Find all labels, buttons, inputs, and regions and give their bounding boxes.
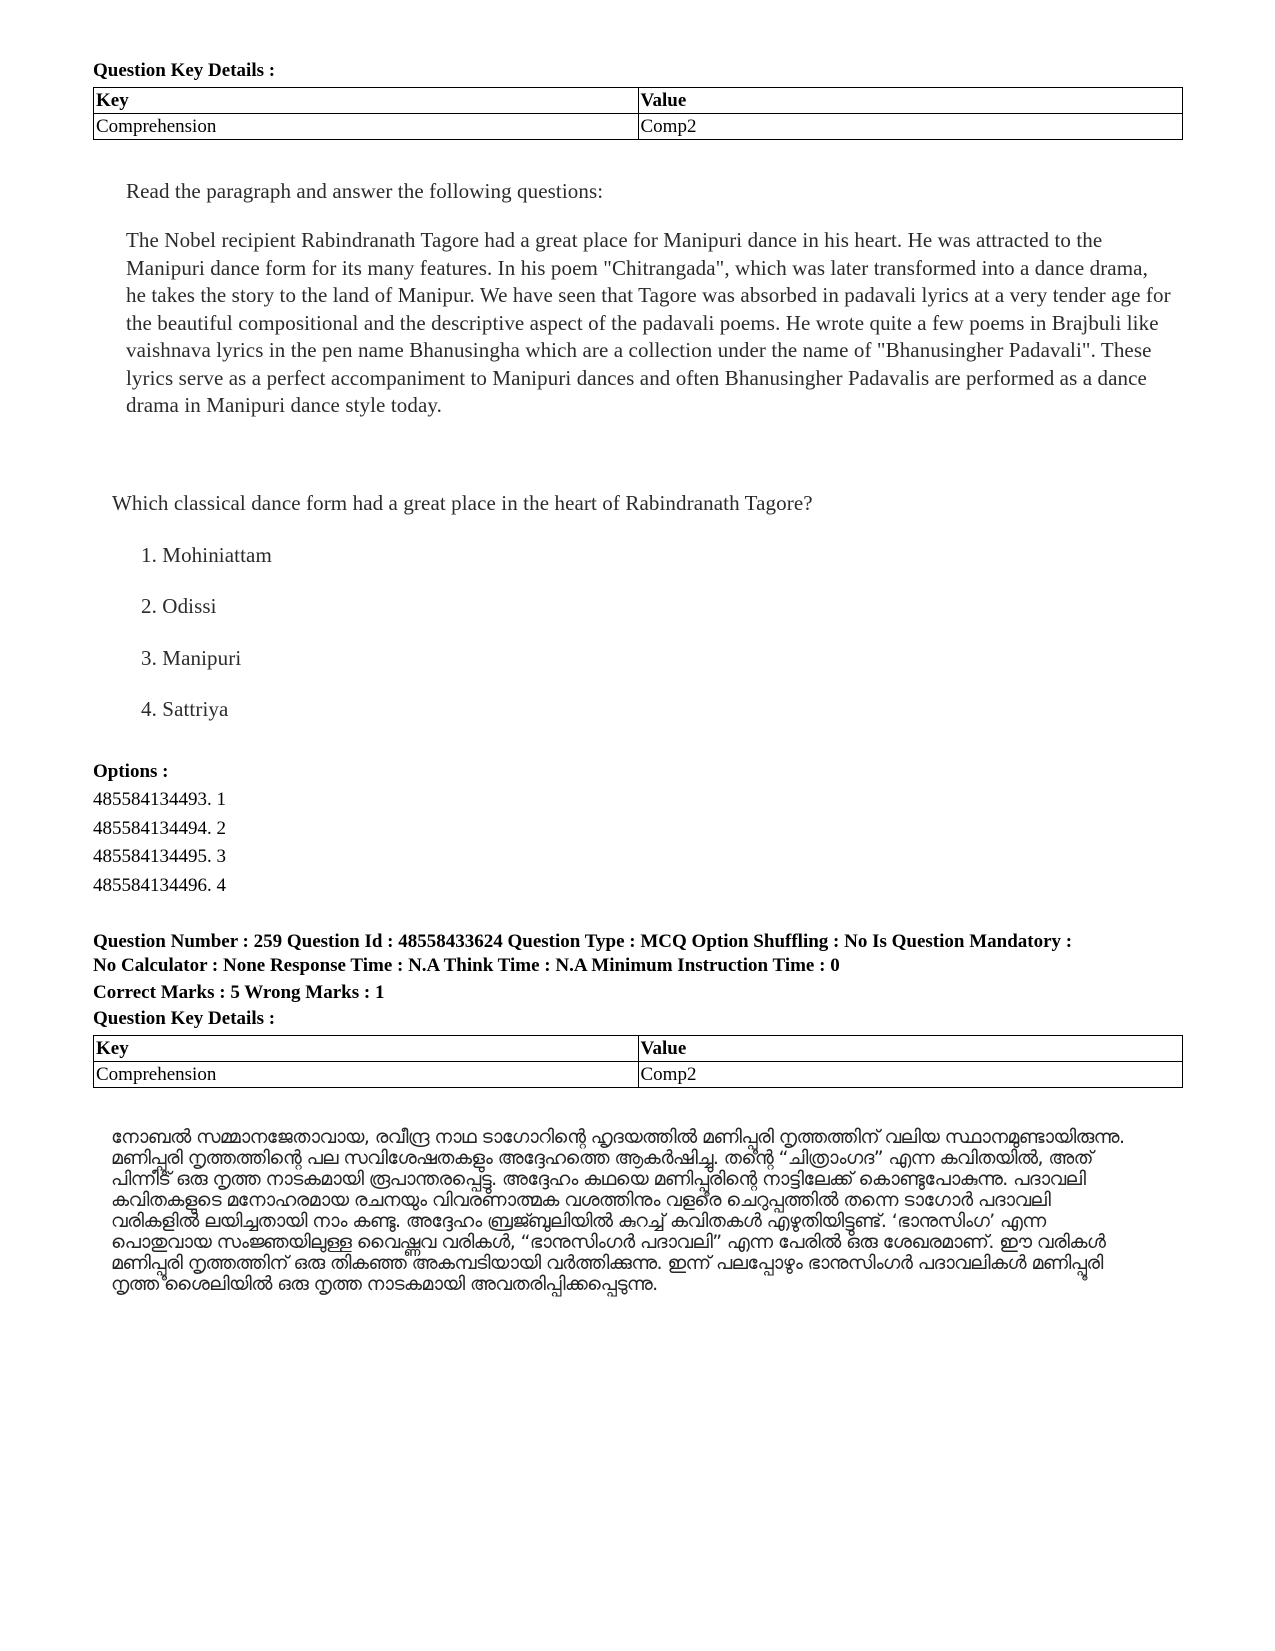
table-row [94, 1062, 1183, 1088]
table-header-row [94, 88, 1183, 114]
option-id: 485584134493. 1 [93, 789, 226, 810]
choice-item: 2. Odissi [141, 594, 217, 618]
table-cell-key: Comprehension [94, 114, 639, 140]
key-details-heading: Question Key Details : [93, 1008, 276, 1029]
option-id: 485584134496. 4 [93, 874, 226, 896]
key-details-heading: Question Key Details : [93, 60, 276, 81]
question-meta-line: No Calculator : None Response Time : N.A Think Time : N.A Minimum Instruction Time : 0 [93, 954, 840, 976]
table-header-value: Value [638, 1036, 1183, 1062]
options-block [93, 758, 226, 900]
question-page [93, 58, 1183, 1295]
comprehension-paragraph: The Nobel recipient Rabindranath Tagore had a great place for Manipuri dance in his heart. He was attracted to the Manipuri dance form for its many features. In his poem "Chitrangada", which was later transformed into a dance drama, he takes the story to the land of Manipur. We have seen that Tagore was absorbed in padavali lyrics at a very tender age for the beautiful compositional and the descriptive aspect of the padavali poems. He wrote quite a few poems in Brajbuli like vaishnava lyrics in the pen name Bhanusingha which are a collection under the name of "Bhanusingher Padavali". These lyrics serve as a perfect accompaniment to Manipuri dances and often Bhanusingher Padavalis are performed as a dance drama in Manipuri dance style today. [126, 228, 1171, 417]
question-text: Which classical dance form had a great place in the heart of Rabindranath Tagore? [112, 491, 813, 515]
table-header-key: Key [94, 1036, 639, 1062]
table-cell-value: Comp2 [638, 114, 1183, 140]
option-id: 485584134494. 2 [93, 817, 226, 839]
key-details-table [93, 1035, 1183, 1088]
malayalam-paragraph: നോബൽ സമ്മാനജേതാവായ, രവീന്ദ്ര നാഥ ടാഗോറിന്റെ ഹൃദയത്തിൽ മണിപ്പൂരി നൃത്തത്തിന് വലിയ സ്ഥാനമുണ്ടായിരുന്നു. മണിപ്പൂരി നൃത്തത്തിന്റെ പല സവിശേഷതകളും അദ്ദേഹത്തെ ആകർഷിച്ചു. തന്റെ “ചിത്രാംഗദ” എന്ന കവിതയിൽ, അത് പിന്നീട് ഒരു നൃത്ത നാടകമായി രൂപാന്തരപ്പെട്ടു. അദ്ദേഹം കഥയെ മണിപ്പൂരിന്റെ നാട്ടിലേക്ക് കൊണ്ടുപോകുന്നു. പദാവലി കവിതകളുടെ മനോഹരമായ രചനയും വിവരണാത്മക വശത്തിനും വളരെ ചെറുപ്പത്തിൽ തന്നെ ടാഗോർ പദാവലി വരികളിൽ ലയിച്ചതായി നാം കണ്ടു. അദ്ദേഹം ബ്രജ്ബുലിയിൽ കുറച്ച് കവിതകൾ എഴുതിയിട്ടുണ്ട്. ‘ഭാനുസിംഗ’ എന്ന പൊതുവായ സംജ്ഞയിലുള്ള വൈഷ്ണവ വരികൾ, “ഭാനുസിംഗർ പദാവലി” എന്ന പേരിൽ ഒരു ശേഖരമാണ്. ഈ വരികൾ മണിപ്പൂരി നൃത്തത്തിന് ഒരു തികഞ്ഞ അകമ്പടിയായി വർത്തിക്കുന്നു. ഇന്ന് പലപ്പോഴും ഭാനുസിംഗർ പദാവലികൾ മണിപ്പൂരി നൃത്ത ശൈലിയിൽ ഒരു നൃത്ത നാടകമായി അവതരിപ്പിക്കപ്പെടുന്നു. [111, 1126, 1125, 1295]
table-cell-value: Comp2 [638, 1062, 1183, 1088]
options-heading: Options : [93, 761, 169, 782]
marks-line: Correct Marks : 5 Wrong Marks : 1 [93, 982, 385, 1003]
question-meta-line: Question Number : 259 Question Id : 48558433624 Question Type : MCQ Option Shuffling : No Is Question Mandatory : [93, 931, 1073, 952]
table-row [94, 114, 1183, 140]
choice-item: 4. Sattriya [141, 697, 229, 721]
table-header-key: Key [94, 88, 639, 114]
table-header-row [94, 1036, 1183, 1062]
choice-item: 3. Manipuri [141, 646, 242, 670]
option-id: 485584134495. 3 [93, 846, 226, 867]
comprehension-instruction: Read the paragraph and answer the following questions: [126, 179, 604, 203]
table-cell-key: Comprehension [94, 1062, 639, 1088]
table-header-value: Value [638, 88, 1183, 114]
choice-item: 1. Mohiniattam [141, 543, 272, 567]
question-259-block [93, 930, 1183, 1088]
key-details-table [93, 87, 1183, 140]
